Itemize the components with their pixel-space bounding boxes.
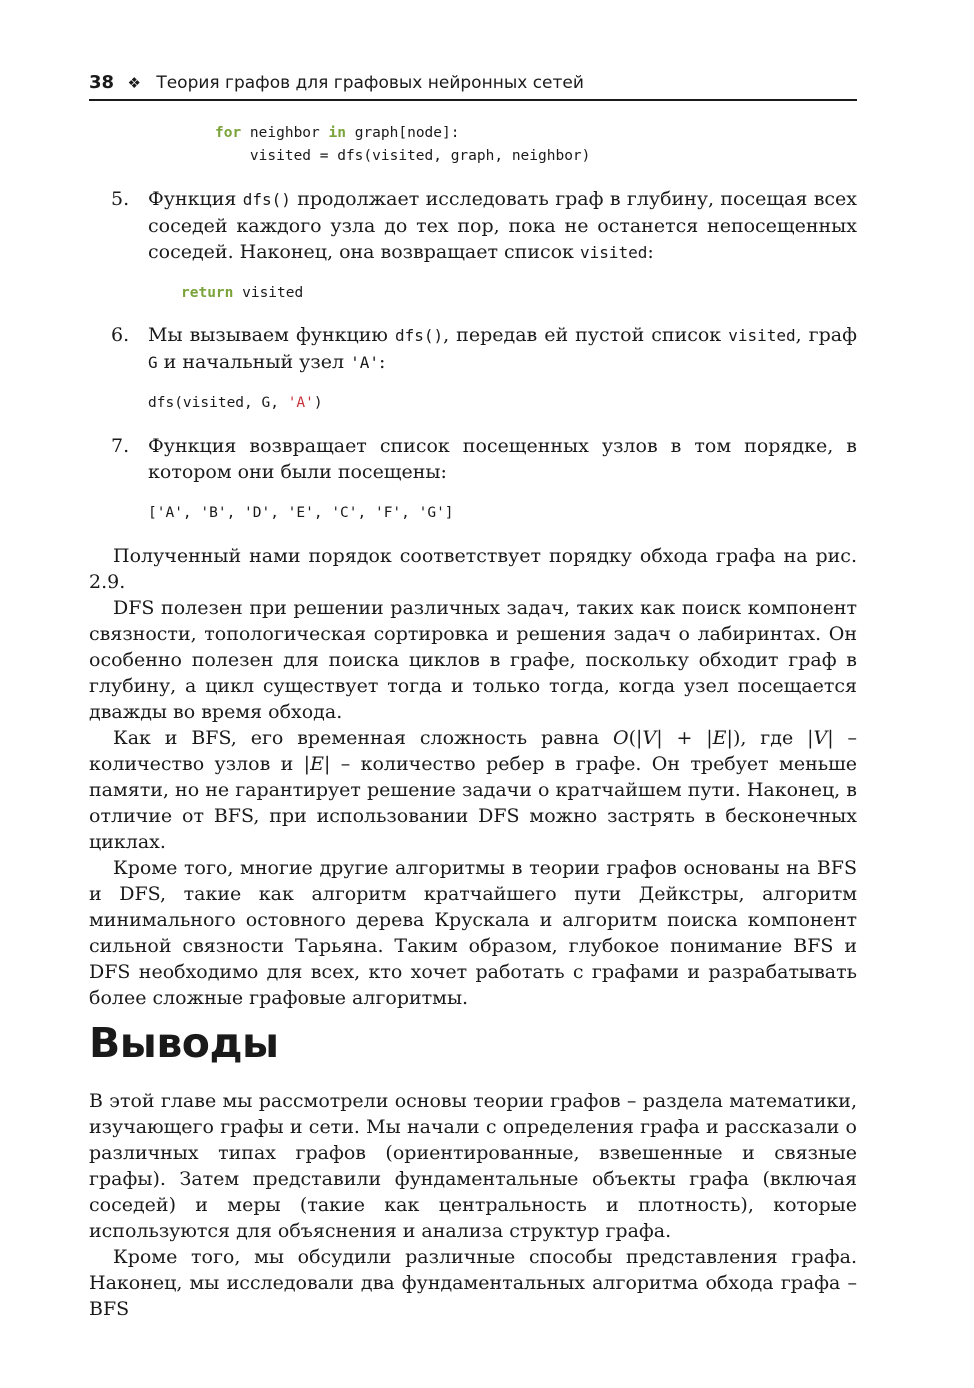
paragraph: Кроме того, мы обсудили различные способы представления графа. Наконец, мы исследовали два фундаментальных алгоритма обхода графа – BFS [89,1246,857,1320]
page-number: 38 [89,72,115,93]
list-item-6 [89,322,857,376]
code-keyword: in [328,125,346,141]
formula-O: O [613,727,629,749]
code-block-call [148,392,323,415]
list-number: 5. [111,188,130,210]
code-keyword: return [181,285,234,301]
list-item-7 [89,433,857,485]
paragraph: Полученный нами порядок соответствует порядку обхода графа на рис. 2.9. [89,545,857,593]
inline-code: dfs() [394,326,444,345]
code-block-loop [215,122,590,168]
code-text: visited [233,285,304,301]
inline-code: G [148,353,158,372]
summary-paragraphs [89,1088,857,1322]
code-keyword: for [215,125,242,141]
book-title: Теория графов для графовых нейронных сетей [156,73,584,93]
code-string: 'A' [287,395,314,411]
code-text: dfs(visited, G, [148,395,288,411]
list-item-5 [89,186,857,266]
running-header [89,70,857,101]
inline-code: visited [728,326,796,345]
code-text: neighbor [241,125,329,141]
list-item-text: Мы вызываем функцию dfs(), передав ей пустой список visited, граф G и начальный узел 'A': [148,324,857,373]
section-title: Выводы [89,1019,279,1067]
code-block-output [148,502,454,525]
body-paragraphs [89,543,857,1011]
list-number: 6. [111,324,130,346]
paragraph: Как и BFS, его временная сложность равна O(|V| + |E|), где |V| – количество узлов и |E| – количество ребер в графе. Он требует меньше памяти, но не гарантирует решение задачи о кратчайшем пути. Наконец, в отличие от BFS, при использовании DFS можно застрять в бесконечных циклах. [89,727,857,853]
paragraph: В этой главе мы рассмотрели основы теории графов – раздела математики, изучающего графы и сети. Мы начали с определения графа и рассказали о различных типах графов (ориентированные, взвешенные и связные графы). Затем представили фундаментальные объекты графа (включая соседей) и меры (такие как центральность и плотность), которые используются для объяснения и анализа структур графа. [89,1090,857,1242]
formula-E: E [712,727,727,749]
inline-code: visited [579,243,648,262]
code-text: visited = dfs(visited, graph, neighbor) [249,148,591,164]
code-text: ['A', 'B', 'D', 'E', 'C', 'F', 'G'] [148,505,454,521]
formula-V: V [813,727,828,749]
paragraph: Кроме того, многие другие алгоритмы в теории графов основаны на BFS и DFS, такие как алгоритм кратчайшего пути Дейкстры, алгоритм минимального остовного дерева Крускала и алгоритм поиска компонент сильной связности Тарьяна. Таким образом, глубокое понимание BFS и DFS необходимо для всех, кто хочет работать с графами и разрабатывать более сложные графовые алгоритмы. [89,857,857,1009]
list-item-text: Функция dfs() продолжает исследовать граф в глубину, посещая всех соседей каждого узла до тех пор, пока не останется непосещенных соседей. Наконец, она возвращает список visited: [148,188,857,263]
list-number: 7. [111,435,130,457]
list-item-text: Функция возвращает список посещенных узлов в том порядке, в котором они были посещены: [148,435,857,483]
paragraph: DFS полезен при решении различных задач, таких как поиск компонент связности, топологическая сортировка и решения задач о лабиринтах. Он особенно полезен для поиска циклов в графе, поскольку обходит граф в глубину, а цикл существует тогда и только тогда, когда узел посещается дважды во время обхода. [89,597,857,723]
inline-code: dfs() [242,190,291,209]
code-text: ) [313,395,323,411]
code-indent [215,148,250,164]
code-block-return [181,282,303,305]
ornament-icon: ❖ [127,74,141,92]
formula-E: E [310,753,324,775]
inline-code: 'A' [350,353,379,372]
code-text: graph[node]: [345,125,460,141]
formula-V: V [642,727,657,749]
